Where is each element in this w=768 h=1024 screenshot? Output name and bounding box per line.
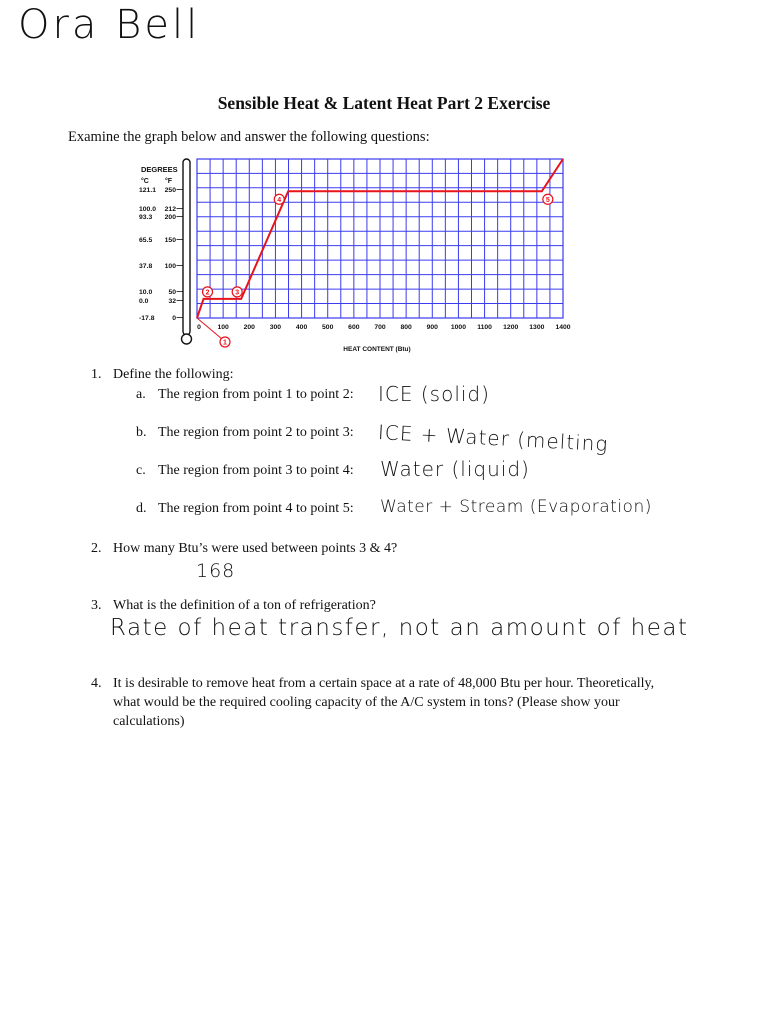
page-title: Sensible Heat & Latent Heat Part 2 Exercise [217, 93, 551, 113]
student-name: Ora Bell [18, 2, 201, 48]
question-text: Define the following: [113, 367, 234, 382]
y-tick-label-fahrenheit: 200 [164, 214, 176, 221]
y-tick-label-celsius: -17.8 [139, 315, 155, 322]
y-tick-label-fahrenheit: 100 [164, 263, 176, 270]
answer-1b: ICE + Water (melting [377, 420, 609, 457]
y-tick-label-celsius: 65.5 [139, 237, 153, 244]
y-header-celsius: °C [141, 178, 149, 185]
x-tick-label: 1400 [555, 324, 571, 331]
instructions: Examine the graph below and answer the following questions: [68, 129, 430, 145]
sub-question-text: The region from point 1 to point 2: [158, 387, 354, 402]
sub-question-text: The region from point 3 to point 4: [158, 463, 354, 478]
answer-2: 168 [196, 560, 236, 582]
question-1 [91, 367, 234, 383]
sub-question-c [136, 463, 354, 479]
x-axis-label: HEAT CONTENT (Btu) [343, 346, 411, 353]
y-tick-label-fahrenheit: 150 [164, 237, 176, 244]
y-tick-label-celsius: 121.1 [139, 187, 157, 194]
chart-svg [127, 155, 593, 357]
point-label-3: 3 [235, 289, 240, 297]
x-tick-label: 100 [217, 324, 229, 331]
heat-content-chart [127, 155, 593, 357]
sub-question-letter: d. [136, 501, 147, 516]
chart-title: DEGREES [141, 165, 178, 174]
question-text: What is the definition of a ton of refrigeration? [113, 598, 376, 613]
question-number: 4. [91, 676, 102, 691]
x-tick-label: 600 [348, 324, 360, 331]
question-4-line-2: what would be the required cooling capacity of the A/C system in tons? (Please show your [113, 695, 620, 710]
thermometer-bulb [182, 334, 192, 344]
sub-question-text: The region from point 2 to point 3: [158, 425, 354, 440]
y-tick-label-fahrenheit: 0 [172, 315, 176, 322]
y-header-fahrenheit: °F [165, 178, 173, 185]
y-tick-label-celsius: 37.8 [139, 263, 153, 270]
answer-1c: Water (liquid) [380, 457, 530, 481]
question-text: It is desirable to remove heat from a certain space at a rate of 48,000 Btu per hour. Theoretically, [113, 676, 655, 691]
sub-question-a [136, 387, 354, 403]
question-2 [91, 541, 398, 557]
x-tick-label: 1300 [529, 324, 545, 331]
question-text: How many Btu’s were used between points 3 & 4? [113, 541, 398, 556]
question-4 [91, 676, 655, 692]
x-tick-label: 300 [269, 324, 282, 331]
question-number: 1. [91, 367, 102, 382]
y-tick-label-celsius: 93.3 [139, 214, 153, 221]
x-tick-label: 1100 [477, 324, 492, 331]
point-label-2: 2 [205, 289, 210, 297]
sub-question-letter: c. [136, 463, 146, 478]
question-4-line-3: calculations) [113, 714, 185, 729]
thermometer-tube [183, 159, 190, 335]
x-tick-label: 500 [322, 324, 334, 331]
point-label-4: 4 [277, 196, 282, 204]
x-tick-label: 200 [243, 324, 255, 331]
sub-question-text: The region from point 4 to point 5: [158, 501, 354, 516]
x-tick-label: 1000 [450, 324, 466, 331]
y-tick-label-fahrenheit: 212 [164, 206, 176, 213]
y-tick-label-fahrenheit: 250 [164, 187, 176, 194]
sub-question-letter: b. [136, 425, 147, 440]
sub-question-b [136, 425, 354, 441]
question-number: 2. [91, 541, 102, 556]
point-label-5: 5 [545, 196, 550, 204]
x-tick-label: 400 [295, 324, 308, 331]
y-tick-label-celsius: 10.0 [139, 289, 153, 296]
question-3 [91, 598, 376, 614]
y-tick-label-celsius: 100.0 [139, 206, 157, 213]
x-tick-label: 0 [197, 324, 201, 331]
x-tick-label: 800 [400, 324, 412, 331]
y-tick-label-fahrenheit: 32 [168, 298, 176, 305]
x-tick-label: 900 [426, 324, 438, 331]
y-tick-label-fahrenheit: 50 [168, 289, 176, 296]
point-label-1: 1 [223, 339, 227, 347]
answer-1d: Water + Stream (Evaporation) [380, 497, 652, 517]
x-tick-label: 700 [374, 324, 386, 331]
answer-1a: ICE (solid) [378, 382, 490, 406]
question-number: 3. [91, 598, 102, 613]
sub-question-d [136, 501, 354, 517]
answer-3: Rate of heat transfer, not an amount of heat [110, 615, 689, 641]
y-tick-label-celsius: 0.0 [139, 298, 149, 305]
x-tick-label: 1200 [503, 324, 519, 331]
sub-question-letter: a. [136, 387, 146, 402]
